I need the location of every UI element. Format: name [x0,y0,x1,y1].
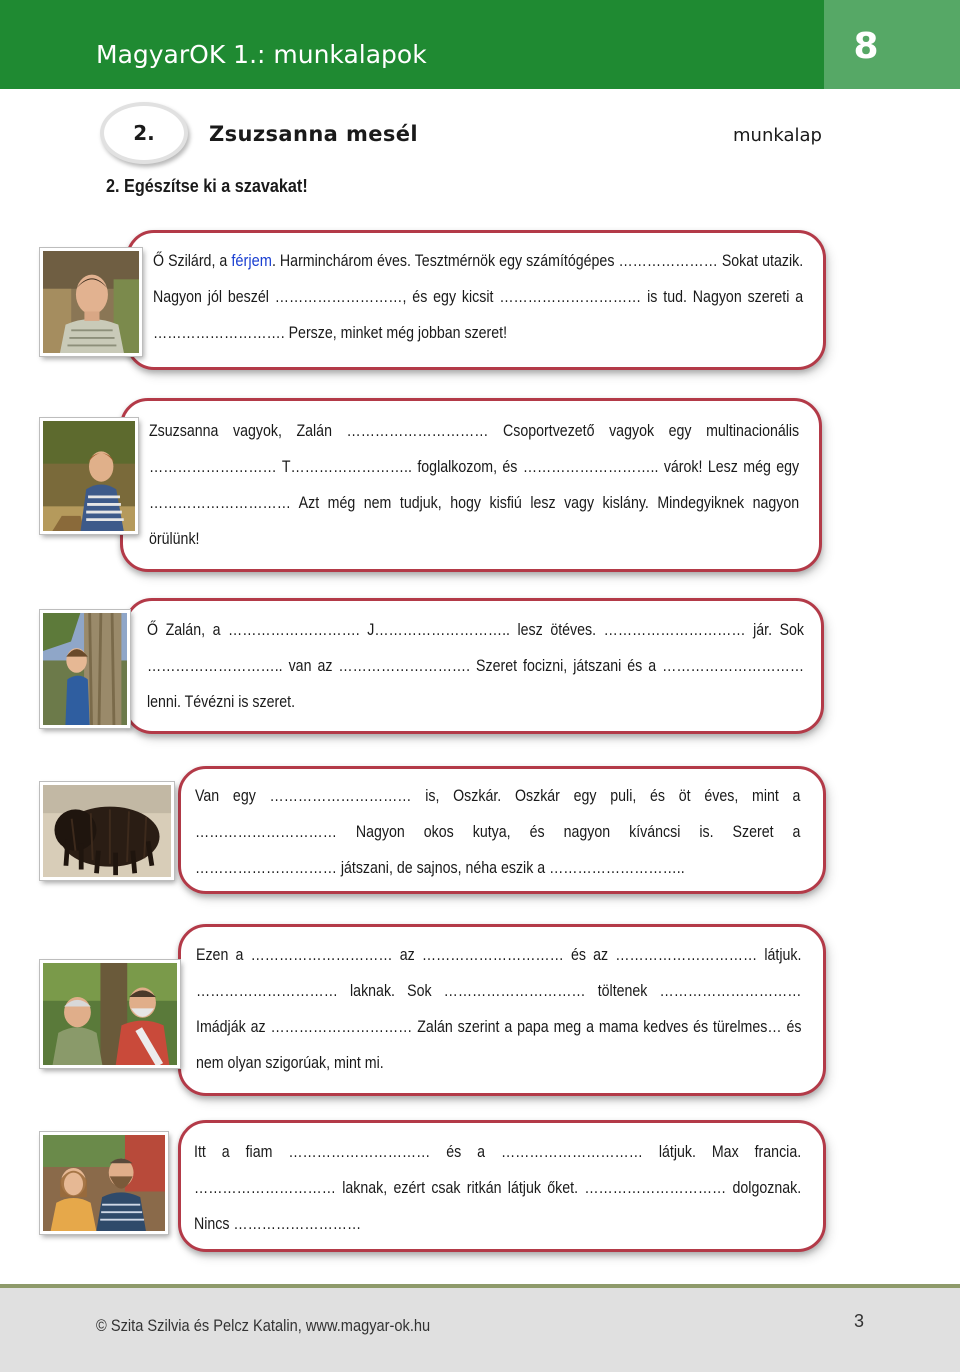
woman-portrait-photo [40,418,138,534]
card-3-text: Ő Zalán, a ………………………. J……………………….. lesz ötéves. ………………………… jár. Sok ……………………….. van az ………………………. Szeret focizni, játszani és a ………………………… lenni. Tévézni is szeret. [147,621,805,711]
boy-climbing-tree-photo [40,610,130,728]
card-1-text [153,243,803,351]
couple-photo [40,1132,168,1234]
worksheet-number: 2. [133,121,155,145]
chapter-badge [824,0,960,89]
worksheet-title: Zsuzsanna mesél [209,122,419,146]
man-portrait-photo [40,248,142,356]
worksheet-type: munkalap [733,125,822,146]
card-6-text: Itt a fiam ………………………… és a ………………………… látjuk. Max francia. ………………………… laknak, ezért csak ritkán látjuk őket. ………………………… dolgoznak. Nincs ……………………… [194,1143,802,1233]
highlighted-word: férjem [231,251,272,270]
page-header [0,0,960,89]
page-number: 3 [854,1311,865,1331]
footer-copyright: © Szita Szilvia és Pelcz Katalin, www.magyar-ok.hu [96,1316,431,1335]
card-4-text: Van egy ………………………… is, Oszkár. Oszkár egy puli, és öt éves, mint a ………………………… Nagyon okos kutya, és nagyon kíváncsi is. Szeret a ………………………… játszani, de sajnos, néha eszik a ……………………….. [195,787,801,877]
card-1-intro: Ő Szilárd, a [153,252,232,270]
card-5-text: Ezen a ………………………… az ………………………… és az ………………………… látjuk. ………………………… laknak. Sok ………………………… töltenek ………………………… Imádják az ………………………… Zalán szerint a papa meg a mama kedves és türelmes… és nem olyan szigorúak, mint mi. [196,946,802,1072]
header-title: MagyarOK 1.: munkalapok [96,40,427,69]
worksheet-number-badge [100,102,188,164]
grandparents-photo [40,960,180,1068]
card-2-text: Zsuzsanna vagyok, Zalán ………………………… Csoportvezető vagyok egy multinacionális ……………………… T…………………….. foglalkozom, és ……………………….. várok! Lesz még egy ………………………… Azt még nem tudjuk, hogy kisfiú lesz vagy kislány. Mindegyiknek nagyon örülünk! [149,422,800,548]
exercise-instruction: 2. Egészítse ki a szavakat! [106,176,308,196]
card-1-body: . Harminchárom éves. Tesztmérnök egy számítógépes ………………… Sokat utazik. Nagyon jól beszél ………………………, és egy kicsit ………………………… is tud. Nagyon szereti a ………………………. Persze, minket még jobban szeret! [153,252,804,342]
chapter-number: 8 [853,26,879,67]
puli-dog-photo [40,782,174,880]
